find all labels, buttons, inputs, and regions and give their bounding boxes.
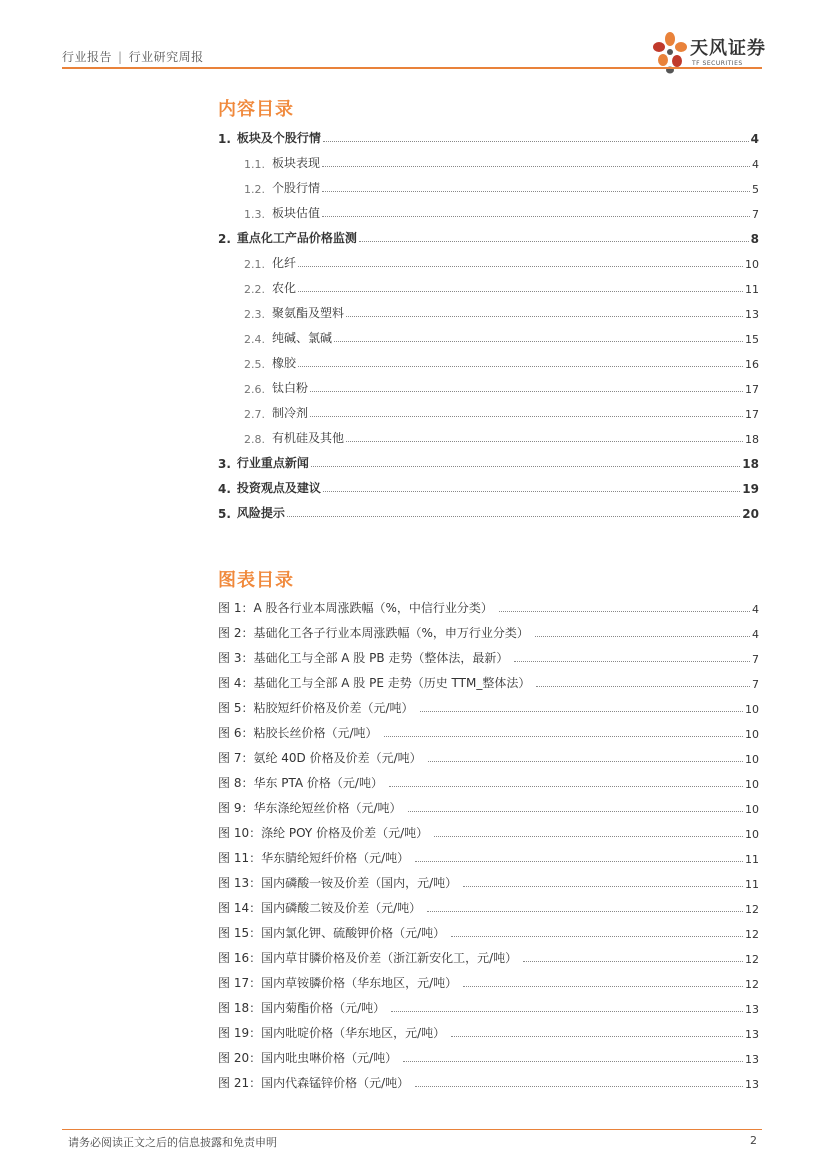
footer-disclaimer: 请务必阅读正文之后的信息披露和免责申明 [68,1136,277,1149]
figure-entry[interactable] [218,923,759,941]
dot-leader [434,836,743,837]
dot-leader [463,986,743,987]
toc-entry-title: 农化 [272,281,297,295]
dot-leader [298,366,743,367]
toc-entry-number: 2.6. [244,383,265,396]
figure-entry-title: 图 2：基础化工各子行业本周涨跌幅（%，申万行业分类） [218,626,529,640]
figure-entry[interactable] [218,748,759,766]
figure-entry-page: 10 [745,828,759,841]
toc-entry-page: 10 [745,258,759,271]
figure-entry-page: 10 [745,728,759,741]
figure-entry-page: 13 [745,1053,759,1066]
figure-entry-page: 11 [745,853,759,866]
toc-entry-number: 1.3. [244,208,265,221]
toc-entry-number: 2.7. [244,408,265,421]
figure-entry-title: 图 14：国内磷酸二铵及价差（元/吨） [218,901,422,915]
toc-entry[interactable] [244,278,759,296]
dot-leader [535,636,750,637]
dot-leader [408,811,744,812]
figure-entry-title: 图 6：粘胶长丝价格（元/吨） [218,726,378,740]
dot-leader [310,416,743,417]
page-number: 2 [750,1134,757,1147]
dot-leader [298,291,743,292]
toc-entry-number: 2.1. [244,258,265,271]
figure-entry[interactable] [218,1048,759,1066]
toc-entry[interactable] [218,228,759,246]
toc-entry[interactable] [244,253,759,271]
figure-entry[interactable] [218,948,759,966]
brand-name-en: TF SECURITIES [692,60,743,67]
figure-entry-title: 图 4：基础化工与全部 A 股 PE 走势（历史 TTM_整体法） [218,676,531,690]
figure-entry-title: 图 5：粘胶短纤价格及价差（元/吨） [218,701,414,715]
dot-leader [391,1011,743,1012]
footer-divider [62,1129,762,1130]
toc-entry-number: 5. [218,507,231,521]
figure-entry-title: 图 17：国内草铵膦价格（华东地区，元/吨） [218,976,458,990]
figure-entry-title: 图 9：华东涤纶短丝价格（元/吨） [218,801,402,815]
toc-entry-title: 板块及个股行情 [236,131,321,145]
figure-entry-title: 图 13：国内磷酸一铵及价差（国内，元/吨） [218,876,458,890]
dot-leader [310,391,743,392]
dot-leader [415,1086,743,1087]
toc-entry-page: 20 [742,507,759,521]
figure-entry-title: 图 7：氨纶 40D 价格及价差（元/吨） [218,751,422,765]
dot-leader [463,886,743,887]
figure-entry[interactable] [218,973,759,991]
toc-entry[interactable] [244,178,759,196]
toc-entry-page: 18 [742,457,759,471]
toc-entry-page: 5 [752,183,759,196]
figure-entry-page: 10 [745,703,759,716]
figure-entry-title: 图 15：国内氯化钾、硫酸钾价格（元/吨） [218,926,446,940]
toc-entry-page: 18 [745,433,759,446]
toc-entry[interactable] [244,153,759,171]
figure-entry-title: 图 3：基础化工与全部 A 股 PB 走势（整体法，最新） [218,651,509,665]
figure-entry-page: 12 [745,978,759,991]
toc-entry[interactable] [244,353,759,371]
toc-entry-number: 2.3. [244,308,265,321]
report-header [62,48,204,65]
toc-entry-number: 2.2. [244,283,265,296]
toc-entry[interactable] [244,203,759,221]
toc-entry-page: 19 [742,482,759,496]
dot-leader [514,661,750,662]
toc-entry-title: 纯碱、氯碱 [272,331,333,345]
toc-entry-number: 2. [218,232,231,246]
figure-entry[interactable] [218,798,759,816]
figure-entry-page: 13 [745,1028,759,1041]
toc-entry-number: 3. [218,457,231,471]
dot-leader [451,936,743,937]
toc-entry[interactable] [244,403,759,421]
toc-entry-title: 板块表现 [272,156,321,170]
toc-entry-page: 15 [745,333,759,346]
figure-entry[interactable] [218,648,759,666]
figure-entry[interactable] [218,673,759,691]
header-separator: | [118,50,123,64]
figure-entry[interactable] [218,823,759,841]
dot-leader [334,341,743,342]
figure-entry-page: 12 [745,903,759,916]
figure-entry-page: 13 [745,1078,759,1091]
report-category: 行业报告 [62,50,113,64]
figure-entry[interactable] [218,848,759,866]
figure-entry-title: 图 10：涤纶 POY 价格及价差（元/吨） [218,826,429,840]
dot-leader [499,611,750,612]
figure-entry-title: 图 21：国内代森锰锌价格（元/吨） [218,1076,410,1090]
toc-entry-title: 板块估值 [272,206,321,220]
figure-entry[interactable] [218,998,759,1016]
figure-entry-title: 图 1：A 股各行业本周涨跌幅（%，中信行业分类） [218,601,493,615]
toc-entry[interactable] [218,478,759,496]
figure-entry-page: 13 [745,1003,759,1016]
figure-entry[interactable] [218,723,759,741]
dot-leader [415,861,743,862]
toc-entry-number: 2.5. [244,358,265,371]
toc-entry-page: 7 [752,208,759,221]
figure-entry-page: 7 [752,678,759,691]
figure-entry-page: 7 [752,653,759,666]
toc-entry-page: 16 [745,358,759,371]
dot-leader [536,686,750,687]
dot-leader [322,191,750,192]
toc-entry-page: 17 [745,408,759,421]
figure-entry[interactable] [218,598,759,616]
toc-entry-page: 13 [745,308,759,321]
toc-entry-title: 行业重点新闻 [236,456,309,470]
dot-leader [403,1061,743,1062]
toc-title: 内容目录 [218,99,294,120]
dot-leader [311,466,740,467]
toc-entry-title: 制冷剂 [272,406,309,420]
figure-entry-title: 图 18：国内菊酯价格（元/吨） [218,1001,386,1015]
figure-entry-page: 12 [745,953,759,966]
figure-entry-page: 11 [745,878,759,891]
dot-leader [427,911,743,912]
figure-entry-title: 图 8：华东 PTA 价格（元/吨） [218,776,383,790]
toc-entry-title: 风险提示 [236,506,285,520]
dot-leader [389,786,743,787]
toc-entry-title: 聚氨酯及塑料 [272,306,345,320]
dot-leader [420,711,744,712]
toc-entry-number: 2.8. [244,433,265,446]
toc-entry[interactable] [218,503,759,521]
toc-entry[interactable] [218,453,759,471]
toc-entry-title: 有机硅及其他 [272,431,345,445]
dot-leader [346,441,743,442]
figure-entry[interactable] [218,698,759,716]
figure-entry-page: 10 [745,753,759,766]
header-divider [62,67,762,69]
toc-entry-title: 橡胶 [272,356,297,370]
dot-leader [298,266,743,267]
figure-entry-title: 图 16：国内草甘膦价格及价差（浙江新安化工，元/吨） [218,951,518,965]
figure-entry-page: 4 [752,603,759,616]
figure-entry-page: 10 [745,778,759,791]
toc-entry-number: 1.1. [244,158,265,171]
toc-entry[interactable] [244,378,759,396]
figure-entry-page: 4 [752,628,759,641]
toc-entry-page: 8 [750,232,759,246]
dot-leader [451,1036,743,1037]
dot-leader [322,166,750,167]
toc-entry[interactable] [244,303,759,321]
figure-entry[interactable] [218,623,759,641]
report-subcategory: 行业研究周报 [128,50,204,64]
dot-leader [346,316,743,317]
dot-leader [323,141,749,142]
figure-entry[interactable] [218,873,759,891]
toc-entry-title: 重点化工产品价格监测 [236,231,357,245]
toc-entry-page: 11 [745,283,759,296]
toc-entry[interactable] [218,128,759,146]
figure-entry[interactable] [218,1073,759,1091]
figure-entry[interactable] [218,898,759,916]
toc-entry-title: 化纤 [272,256,297,270]
toc-entry[interactable] [244,328,759,346]
toc-entry-title: 个股行情 [272,181,321,195]
figure-entry-title: 图 19：国内吡啶价格（华东地区，元/吨） [218,1026,446,1040]
toc-entry-number: 2.4. [244,333,265,346]
dot-leader [384,736,744,737]
toc-entry-number: 4. [218,482,231,496]
dot-leader [323,491,740,492]
toc-entry-title: 钛白粉 [272,381,309,395]
dot-leader [359,241,749,242]
toc-entry-page: 17 [745,383,759,396]
figure-entry[interactable] [218,1023,759,1041]
brand-name-cn: 天风证券 [690,38,766,59]
toc-entry-number: 1. [218,132,231,146]
toc-entry-page: 4 [752,158,759,171]
figure-entry-title: 图 11：华东腈纶短纤价格（元/吨） [218,851,410,865]
toc-entry-number: 1.2. [244,183,265,196]
figure-entry[interactable] [218,773,759,791]
figures-title: 图表目录 [218,570,294,591]
dot-leader [287,516,740,517]
figure-entry-page: 12 [745,928,759,941]
dot-leader [523,961,743,962]
figure-entry-page: 10 [745,803,759,816]
toc-entry-title: 投资观点及建议 [236,481,321,495]
figure-entry-title: 图 20：国内吡虫啉价格（元/吨） [218,1051,398,1065]
dot-leader [428,761,743,762]
toc-entry[interactable] [244,428,759,446]
dot-leader [322,216,750,217]
toc-entry-page: 4 [750,132,759,146]
